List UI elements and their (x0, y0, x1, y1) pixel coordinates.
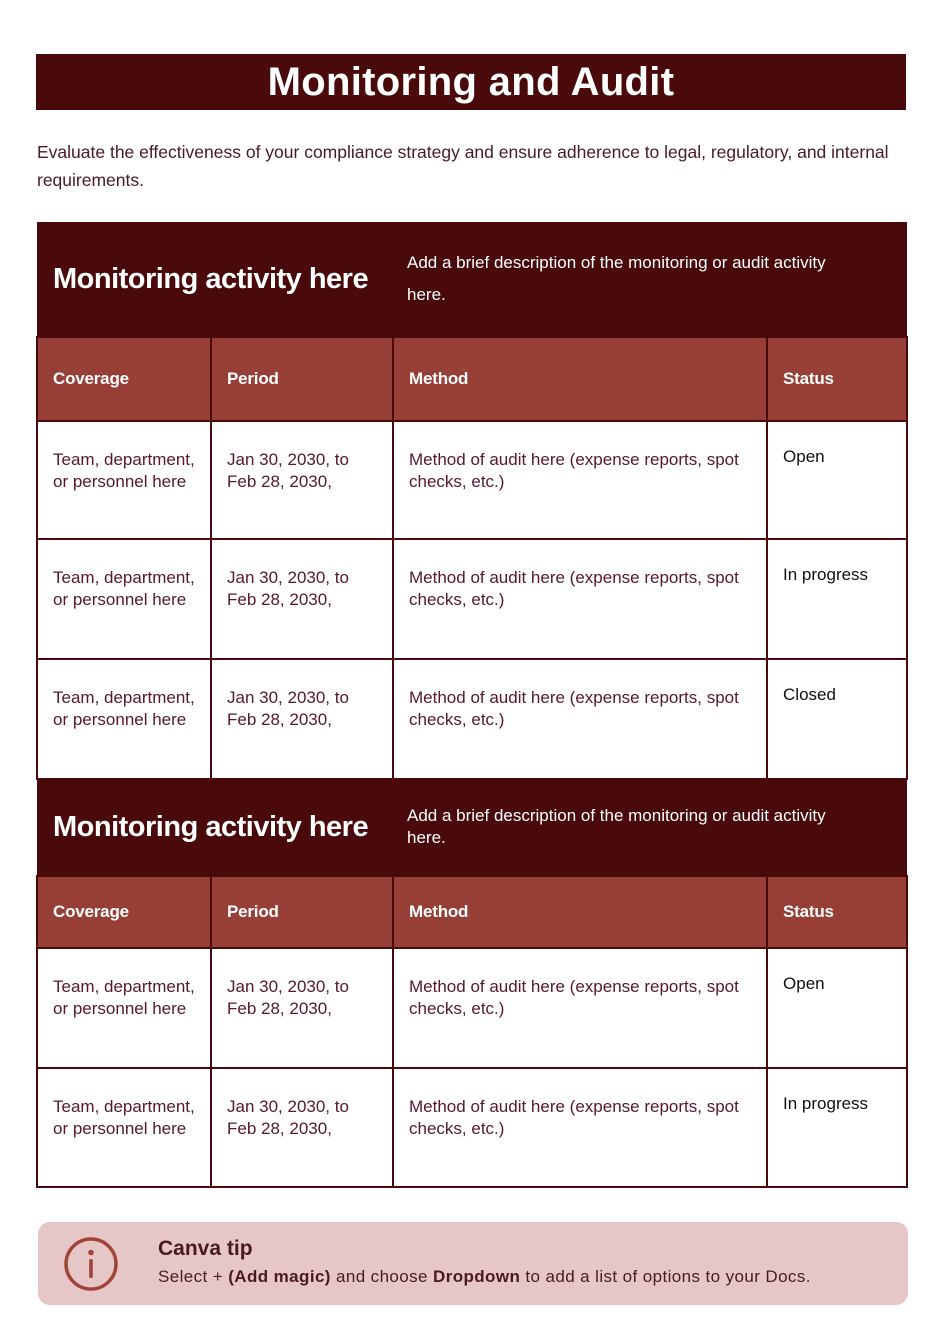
info-icon (62, 1235, 120, 1293)
section-header (37, 222, 907, 337)
col-status: Status (767, 876, 907, 948)
status-cell[interactable]: Open (767, 421, 907, 539)
status-cell[interactable]: Closed (767, 659, 907, 779)
section-description: Add a brief description of the monitoring or audit activity here. (393, 779, 907, 876)
status-cell[interactable]: Open (767, 948, 907, 1068)
col-status: Status (767, 337, 907, 421)
period-cell: Jan 30, 2030, to Feb 28, 2030, (211, 659, 393, 779)
method-cell: Method of audit here (expense reports, spot checks, etc.) (393, 1068, 767, 1187)
title-banner (36, 54, 906, 110)
page-title: Monitoring and Audit (267, 59, 675, 104)
monitoring-table-2 (36, 779, 908, 1188)
col-method: Method (393, 876, 767, 948)
period-cell: Jan 30, 2030, to Feb 28, 2030, (211, 539, 393, 659)
period-cell: Jan 30, 2030, to Feb 28, 2030, (211, 421, 393, 539)
table-row (37, 421, 907, 539)
column-header-row (37, 876, 907, 948)
table-row (37, 948, 907, 1068)
coverage-cell: Team, department, or personnel here (37, 421, 211, 539)
method-cell: Method of audit here (expense reports, spot checks, etc.) (393, 539, 767, 659)
col-coverage: Coverage (37, 876, 211, 948)
section-title: Monitoring activity here (37, 779, 393, 876)
tip-text: Select + (Add magic) and choose Dropdown to add a list of options to your Docs. (158, 1267, 811, 1286)
canva-tip-box (38, 1222, 908, 1305)
period-cell: Jan 30, 2030, to Feb 28, 2030, (211, 948, 393, 1068)
col-coverage: Coverage (37, 337, 211, 421)
tip-title: Canva tip (158, 1237, 253, 1260)
col-period: Period (211, 876, 393, 948)
intro-text: Evaluate the effectiveness of your compliance strategy and ensure adherence to legal, regulatory, and internal requirements. (37, 142, 889, 190)
col-period: Period (211, 337, 393, 421)
column-header-row (37, 337, 907, 421)
period-cell: Jan 30, 2030, to Feb 28, 2030, (211, 1068, 393, 1187)
section-description: Add a brief description of the monitoring or audit activity here. (393, 222, 907, 337)
col-method: Method (393, 337, 767, 421)
method-cell: Method of audit here (expense reports, spot checks, etc.) (393, 948, 767, 1068)
coverage-cell: Team, department, or personnel here (37, 539, 211, 659)
coverage-cell: Team, department, or personnel here (37, 948, 211, 1068)
status-cell[interactable]: In progress (767, 1068, 907, 1187)
status-cell[interactable]: In progress (767, 539, 907, 659)
coverage-cell: Team, department, or personnel here (37, 1068, 211, 1187)
method-cell: Method of audit here (expense reports, spot checks, etc.) (393, 659, 767, 779)
section-title: Monitoring activity here (37, 222, 393, 337)
coverage-cell: Team, department, or personnel here (37, 659, 211, 779)
table-row (37, 1068, 907, 1187)
table-row (37, 539, 907, 659)
method-cell: Method of audit here (expense reports, spot checks, etc.) (393, 421, 767, 539)
monitoring-table-1 (36, 222, 908, 780)
table-row (37, 659, 907, 779)
section-header (37, 779, 907, 876)
